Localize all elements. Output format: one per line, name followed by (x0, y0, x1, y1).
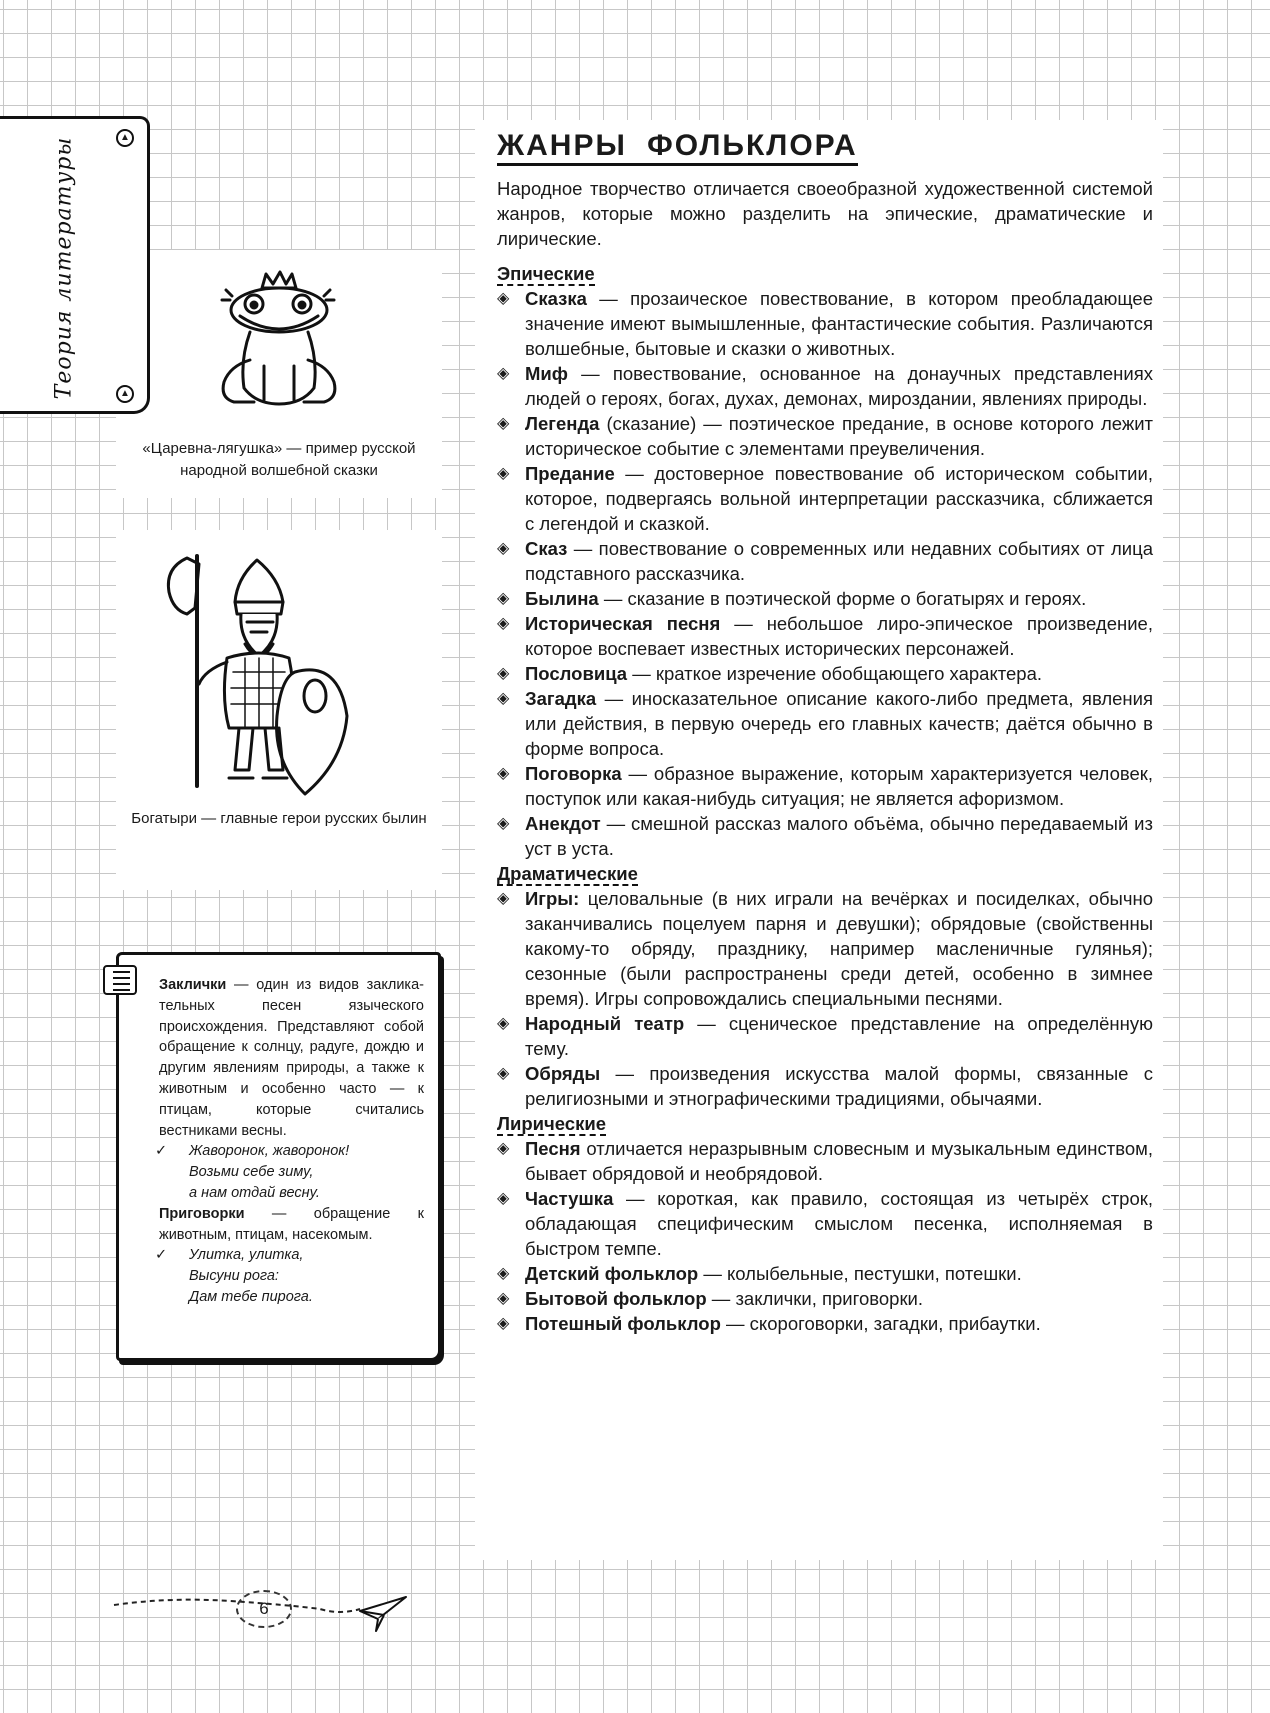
diamond-bullet-icon: ◈ (497, 1190, 510, 1207)
diamond-bullet-icon: ◈ (497, 815, 510, 832)
notepad-icon (103, 965, 137, 995)
genre-item: ◈ Обряды — произведения искусства малой формы, связанные с религиозными и этнографическими традициями, обычаями. (497, 1063, 1153, 1109)
verse-line: Дам тебе пирога. (189, 1288, 313, 1305)
diamond-bullet-icon: ◈ (497, 1065, 510, 1082)
diamond-bullet-icon: ◈ (497, 690, 510, 707)
genre-item: ◈ Игры: целовальные (в них играли на вечёрках и посиделках, обычно заканчивались поцелуем парня и девушки); обрядовые (свойственны какому-то обряду, празднику, например масленичные гулянья); сезонные (были распространены среди детей, особенно в зимнее время). Игры сопровождались специальными песнями. (497, 888, 1153, 1009)
genre-item: ◈ Песня отличается неразрывным словесным и музыкальным единством, бывает обрядовой и необрядовой. (497, 1138, 1153, 1184)
knight-caption: Богатыри — главные герои русских былин (131, 810, 427, 827)
genre-item: ◈ Бытовой фольклор — заклички, приговорки. (497, 1288, 924, 1309)
genre-list-epic (497, 286, 1153, 861)
bogatyr-illustration (155, 548, 375, 800)
note-verse-1 (155, 1141, 424, 1203)
genre-item: ◈ Анекдот — смешной рассказ малого объёма, обычно передаваемый из уст в уста. (497, 813, 1153, 859)
diamond-bullet-icon: ◈ (497, 615, 510, 632)
genre-item: ◈ Былина — сказание в поэтической форме о богатырях и героях. (497, 588, 1087, 609)
genre-item: ◈ Потешный фольклор — скороговорки, загадки, прибаутки. (497, 1313, 1041, 1334)
checkmark-icon: ✓ (155, 1247, 168, 1264)
diamond-bullet-icon: ◈ (497, 540, 510, 557)
diamond-bullet-icon: ◈ (497, 1265, 510, 1282)
genre-item: ◈ Загадка — иносказательное описание какого-либо предмета, явления или действия, в первую очередь его главных качеств; даётся обычно в форме вопроса. (497, 688, 1153, 759)
diamond-bullet-icon: ◈ (497, 1140, 510, 1157)
tab-bottom-mark-icon: ▲ (116, 385, 134, 403)
diamond-bullet-icon: ◈ (497, 765, 510, 782)
diamond-bullet-icon: ◈ (497, 590, 510, 607)
genre-item: ◈ Детский фольклор — колыбельные, пестушки, потешки. (497, 1263, 1022, 1284)
verse-line: Возьми себе зиму, (189, 1164, 314, 1181)
verse-line: Улитка, улитка, (189, 1247, 304, 1264)
page-number: 6 (236, 1590, 292, 1628)
note-term-prigovorki: Приговорки (159, 1205, 245, 1222)
note-text-prigovorki: — обращение к животным, птицам, насекомым. (159, 1205, 424, 1243)
paper-plane-icon (360, 1597, 406, 1631)
genre-item: ◈ Миф — повествование, основанное на донаучных представлениях людей о героях, богах, духах, демонах, мироздании, явлениях природы. (497, 363, 1153, 409)
article (497, 120, 1153, 1336)
diamond-bullet-icon: ◈ (497, 365, 510, 382)
note-term-zaklichki: Заклички (159, 977, 227, 993)
diamond-bullet-icon: ◈ (497, 1315, 510, 1332)
genre-item: ◈ Пословица — краткое изречение обобщающего характера. (497, 663, 1043, 684)
diamond-bullet-icon: ◈ (497, 1015, 510, 1032)
verse-line: а нам отдай весну. (189, 1184, 320, 1201)
side-tab-label: Теория литературы (51, 136, 77, 400)
genre-list-lyric (497, 1136, 1153, 1336)
genre-item: ◈ Народный театр — сценическое представление на определённую тему. (497, 1013, 1153, 1059)
genre-item: ◈ Сказка — прозаическое повествование, в котором преобладающее значение имеют вымышленные, фантастические события. Различаются волшебные, бытовые и сказки о животных. (497, 288, 1153, 359)
page-title: ЖАНРЫ ФОЛЬКЛОРА (497, 128, 1153, 164)
intro-paragraph: Народное творчество отличается своеобразной художественной системой жанров, которые можно разделить на эпические, драматические и лирические. (497, 178, 1153, 249)
genre-list-dramatic (497, 886, 1153, 1111)
diamond-bullet-icon: ◈ (497, 465, 510, 482)
verse-line: Жаворонок, жаворонок! (189, 1143, 350, 1160)
diamond-bullet-icon: ◈ (497, 890, 510, 907)
diamond-bullet-icon: ◈ (497, 665, 510, 682)
note-box (116, 952, 441, 1361)
frog-princess-illustration (210, 270, 340, 420)
section-heading-dramatic: Драматические (497, 863, 638, 884)
frog-caption: «Царевна-лягушка» — пример русской народной волшебной сказки (142, 440, 416, 479)
section-heading-lyric: Лирические (497, 1113, 607, 1134)
genre-item: ◈ Легенда (сказание) — поэтическое предание, в основе которого лежит историческое событие с элементами преувеличения. (497, 413, 1153, 459)
diamond-bullet-icon: ◈ (497, 415, 510, 432)
genre-item: ◈ Предание — достоверное повествование об историческом событии, которое, подвергаясь вольной интерпретации рассказчика, сближается с легендой и сказкой. (497, 463, 1153, 534)
verse-line: Высуни рога: (189, 1268, 279, 1285)
tab-top-mark-icon: ▲ (116, 129, 134, 147)
genre-item: ◈ Историческая песня — небольшое лиро-эпическое произведение, которое воспевает известных исторических персонажей. (497, 613, 1153, 659)
genre-item: ◈ Сказ — повествование о современных или недавних событиях от лица подставного рассказчика. (497, 538, 1153, 584)
section-heading-epic: Эпические (497, 263, 595, 284)
diamond-bullet-icon: ◈ (497, 290, 510, 307)
genre-item: ◈ Поговорка — образное выражение, которым характеризуется человек, поступок или какая-нибудь ситуация; не является афоризмом. (497, 763, 1153, 809)
genre-item: ◈ Частушка — короткая, как правило, состоящая из четырёх строк, обладающая специфическим смыслом песенка, исполняемая в быстром темпе. (497, 1188, 1153, 1259)
main-article-panel (475, 120, 1163, 1560)
note-verse-2 (155, 1245, 424, 1307)
side-tab (0, 116, 150, 414)
diamond-bullet-icon: ◈ (497, 1290, 510, 1307)
note-text-zaklichki: — один из видов закликательных песен языческого происхождения. Представляют собой обращение к солнцу, радуге, дождю и другим явлениям природы, а также к животным и особенно часто — к птицам, которые считались вестниками весны. (159, 977, 424, 1139)
checkmark-icon: ✓ (155, 1143, 168, 1160)
